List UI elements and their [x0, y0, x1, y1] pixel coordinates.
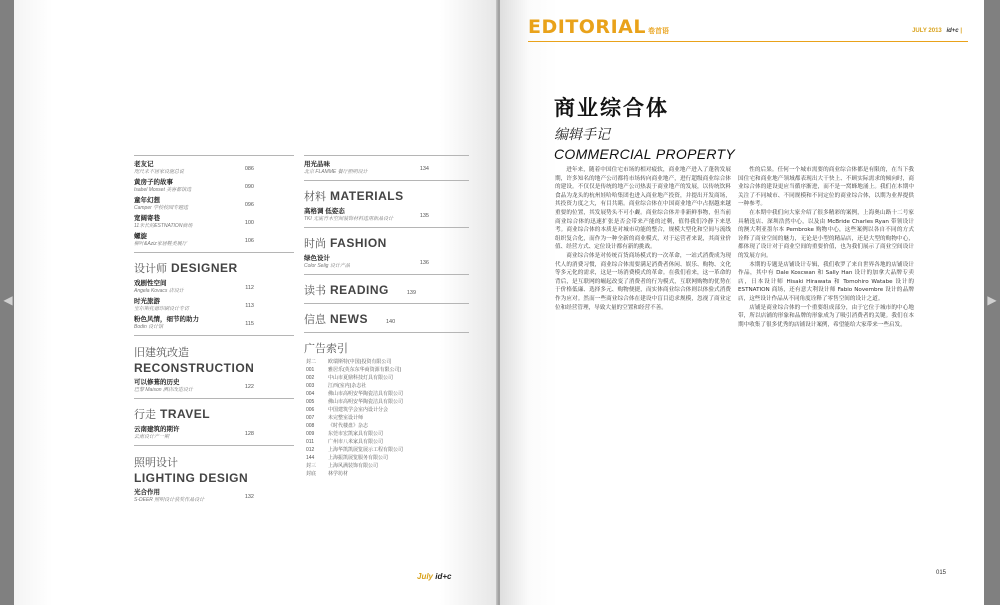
toc-entry[interactable] [134, 231, 294, 249]
ad-index-row [304, 390, 469, 398]
toc-entry[interactable] [304, 159, 469, 177]
article-paragraph: 在本期中我们向大家介绍了很多精彩的案例，上海奥山路十二号家具精选店、深圳浩然中心，以及由 McBride Charles Ryan 带领设计的澳大利亚墨尔本 Pembroke 购物中心，这些案例以各自不同的方式诠释了商业空间的魅力，无论是小型的精品店，还是大型的购物中心，都体现了设计对于商业空间的重要价值，也为我们展示了商业空间设计的发展方向。 [738, 209, 914, 259]
divider [134, 445, 294, 446]
reconstruction-entries [134, 377, 294, 395]
ad-advertiser-name: 佛山市高明安华陶瓷洁具有限公司 [328, 399, 404, 405]
entry-page-number: 113 [245, 303, 254, 309]
editorial-logo [528, 16, 669, 38]
divider [134, 252, 294, 253]
page-number: 140 [386, 319, 396, 325]
entry-subtitle: 柳叶&Aziz家居鞋类展厅 [134, 241, 187, 247]
section-cn-title: 读书 [304, 285, 326, 297]
ad-page-code: 封二 [306, 359, 317, 365]
article-column-1 [555, 166, 731, 312]
entry-subtitle: 北京 FLAMME 餐厅照明设计 [304, 169, 368, 175]
toc-column-1 [134, 152, 294, 505]
ad-page-code: 004 [306, 391, 315, 397]
entry-subtitle: 宝尔斯托德印刷设计专访 [134, 306, 190, 312]
ad-advertiser-name: 欧瑞斯特(中国)投资有限公司 [328, 359, 392, 365]
toc-top-entries [304, 159, 469, 177]
toc-column-2 [304, 152, 469, 478]
entry-subtitle: 11米长的ESTNATION商场 [134, 223, 193, 229]
article-paragraph: 性的后果。任何一个城市需要的商业综合体都是有限的，在当下我国住宅和商业地产领域都表现出大干快上、不顾实际需求的倾向时，商业综合体的建设更应当循序渐进，而不是一窝蜂地涌上。我们在本期中关注了不同城市、不同规模和不同定位的商业综合体，以期为业界提供一种参考。 [738, 167, 914, 208]
next-page-arrow-icon[interactable]: ▶ [987, 293, 997, 307]
entry-page-number: 136 [419, 260, 429, 266]
section-en-title: READING [330, 283, 389, 297]
entry-page-number: 100 [244, 220, 254, 226]
ad-page-code: 012 [306, 447, 315, 453]
lighting-entries [134, 487, 294, 505]
section-en-title: RECONSTRUCTION [134, 361, 255, 375]
entry-page-number: 135 [419, 213, 429, 219]
entry-title: 高格调 低姿态 [304, 208, 345, 215]
entry-subtitle: 云南设计产一期 [134, 434, 170, 440]
section-reconstruction [134, 339, 294, 377]
ad-index-row [304, 366, 469, 374]
article-title-en: COMMERCIAL PROPERTY [554, 146, 735, 162]
ad-advertiser-name: 中山市夏鼎科技灯具有限公司 [328, 375, 394, 381]
entry-subtitle: Bodin 设计馆 [134, 324, 164, 330]
materials-entries [304, 206, 469, 224]
entry-subtitle: Camper 学校校园专题选 [134, 205, 189, 211]
fashion-entries [304, 253, 469, 271]
editorial-logo-text: EDITORIAL [528, 16, 646, 38]
section-cn-title: 设计师 [134, 263, 167, 275]
section-travel [134, 402, 294, 424]
ad-advertiser-name: 广州市八米家具有限公司 [328, 439, 384, 445]
page-number: 139 [406, 290, 417, 296]
ad-page-code: 007 [306, 415, 315, 421]
section-en-title: NEWS [330, 312, 368, 326]
toc-entry[interactable] [134, 159, 294, 177]
toc-entry[interactable] [134, 296, 294, 314]
entry-title: 绿色设计 [304, 255, 330, 262]
entry-page-number: 096 [244, 202, 254, 208]
ad-index-row [304, 414, 469, 422]
entry-title: 宽阔寄巷 [134, 215, 160, 222]
entry-page-number: 086 [244, 166, 254, 172]
entry-title: 老友记 [134, 161, 154, 168]
page-number: 015 [935, 570, 946, 576]
divider [134, 335, 294, 336]
entry-subtitle: Angela Kovacs 店设计 [134, 288, 184, 294]
ad-index-row [304, 374, 469, 382]
section-en-title: TRAVEL [160, 407, 211, 421]
ad-advertiser-name: 上海风满装饰有限公司 [328, 463, 379, 469]
divider [304, 303, 469, 304]
article-paragraph: 店铺是商业综合体的一个重要组成部分，由于它位于城市的中心地带，所以店铺的形象和品牌的形象成为了吸引消费者的关键。我们在本期中收集了很多优秀的店铺设计案例，希望能给大家带来一些启发。 [738, 304, 914, 328]
entry-page-number: 128 [244, 431, 254, 437]
section-cn-title: 信息 [304, 314, 326, 326]
ad-advertiser-name: 林学坊材 [328, 471, 349, 477]
divider [304, 155, 469, 156]
issue-date: JULY 2013 [912, 28, 942, 34]
section-reading[interactable] [304, 278, 469, 300]
ad-index-list [304, 358, 469, 478]
ad-page-code: 008 [306, 423, 315, 429]
ad-index-row [304, 446, 469, 454]
article-paragraph: 商业综合体是对传统百货商场模式的一次革命，一站式消费成为现代人的消费习惯，商业综合体需要满足消费者休闲、娱乐、购物、文化等多元化的需求，这是一场消费模式的革命。在我们看来，这一革命的背后，是互联网的崛起改变了消费者的行为模式，互联网购物的优势在于价格低廉、选择多元、购物便捷，而实体商业综合体则以体验式消费作为应对。然而一些商业综合体在建设中盲目追求规模，忽视了商业定位和经营管理，导致大量的空置和经营不善。 [555, 252, 731, 311]
ad-index-title: 广告索引 [304, 343, 348, 355]
section-lighting [134, 449, 294, 487]
section-cn-title: 材料 [304, 191, 326, 203]
entry-title: 用光品味 [304, 161, 330, 168]
entry-page-number: 132 [244, 494, 254, 500]
toc-entry[interactable] [304, 253, 469, 271]
divider [304, 332, 469, 333]
entry-subtitle: Isabel Mosset 美容都馆选 [134, 187, 192, 193]
editorial-logo-cn: 卷首语 [647, 27, 669, 35]
entry-subtitle: S-DEER 照明设计获奖作品设计 [134, 497, 205, 503]
ad-index-row [304, 358, 469, 366]
toc-top-entries [134, 159, 294, 249]
entry-title: 童年幻想 [134, 197, 160, 204]
entry-title: 粉色风情，细节的助力 [134, 316, 199, 323]
toc-entry[interactable] [134, 487, 294, 505]
ad-index-row [304, 430, 469, 438]
toc-entry[interactable] [134, 278, 294, 296]
ad-advertiser-name: 未完整室设计师 [328, 415, 364, 421]
ad-page-code: 006 [306, 407, 315, 413]
article-paragraph: 进年来，随着中国住宅市场的相对疲软，商业地产进入了蓬勃发展期，许多知名的地产公司都将市场转向商业地产，进行超级商业综合体的建设。不仅仅是传统的地产公司热衷于商业地产的发展，以传统饮料食品为龙头的杭州娃哈哈集团也进入商业地产投资，并提出开发商场，其投资力度之大，有目共睹。商业综合体在中国商业地产中占据越来越重要的位置，其发展势头不可小觑。商业综合体并非新鲜事物，但当前商业综合体的迅速扩张是否会带来产能的过剩，值得我们冷静下来思考。商业综合体的本质是对城市功能的整合，规模大型化和空间与流线组织复合化，而作为一种全新的商业模式，对于运营者来说，其商业价值、经营方式、定位设计都有新的挑战。 [555, 167, 731, 251]
entry-page-number: 134 [419, 166, 429, 172]
article-subtitle-cn: 编辑手记 [554, 127, 610, 143]
issue-brand: id+c [946, 28, 959, 34]
section-designer [134, 256, 294, 278]
ad-advertiser-name: 雅居乐(英东东华商资源有限公司) [328, 367, 402, 373]
entry-title: 戏剧性空间 [134, 280, 167, 287]
ad-advertiser-name: 中国建筑学会室内设计分会 [328, 407, 389, 413]
ad-index-row [304, 398, 469, 406]
right-page-editorial [500, 0, 984, 605]
entry-title: 可以修葺的历史 [134, 379, 180, 386]
entry-title: 光合作用 [134, 489, 160, 496]
divider [304, 274, 469, 275]
folio-month: July [417, 572, 434, 581]
ad-advertiser-name: 《时代楼盘》杂志 [328, 423, 369, 429]
section-cn-title: 时尚 [304, 238, 326, 250]
ad-page-code: 封三 [306, 463, 317, 469]
section-ad-index [304, 336, 469, 358]
ad-index-row [304, 454, 469, 462]
entry-page-number: 112 [245, 285, 254, 291]
article-headline [554, 92, 735, 162]
ad-index-row [304, 470, 469, 478]
entry-subtitle: 巴黎 Maison 酒店改造设计 [134, 387, 193, 393]
entry-subtitle: TKI 无底竹木空间装饰材料选用新品设计 [304, 216, 394, 222]
ad-advertiser-name: 东莞市宏凯家具有限公司 [328, 431, 384, 437]
divider [134, 398, 294, 399]
header-rule [528, 41, 968, 42]
travel-entries [134, 424, 294, 442]
designer-entries [134, 278, 294, 332]
section-materials [304, 184, 469, 206]
entry-title: 黄房子的故事 [134, 179, 173, 186]
toc-entry[interactable] [134, 377, 294, 395]
entry-page-number: 090 [244, 184, 254, 190]
divider [304, 227, 469, 228]
issue-sep: | [960, 28, 962, 34]
section-cn-title: 旧建筑改造 [134, 347, 189, 359]
folio-brand: id+c [435, 572, 452, 581]
toc-entry[interactable] [134, 314, 294, 332]
ad-advertiser-name: 佛山市高明安华陶瓷洁具有限公司 [328, 391, 404, 397]
ad-index-row [304, 462, 469, 470]
toc-entry[interactable] [304, 206, 469, 224]
section-fashion [304, 231, 469, 253]
ad-index-row [304, 422, 469, 430]
ad-index-row [304, 406, 469, 414]
section-en-title: DESIGNER [171, 261, 238, 275]
previous-page-arrow-icon[interactable]: ◀ [3, 293, 13, 307]
section-en-title: MATERIALS [330, 189, 404, 203]
ad-page-code: 001 [306, 367, 315, 373]
ad-advertiser-name: 江西(室内)杂志社 [328, 383, 367, 389]
ad-page-code: 002 [306, 375, 315, 381]
toc-entry[interactable] [134, 213, 294, 231]
ad-index-row [304, 382, 469, 390]
section-cn-title: 照明设计 [134, 457, 178, 469]
entry-title: 云南建筑的期许 [134, 426, 180, 433]
issue-label [912, 28, 962, 34]
ad-page-code: 封底 [306, 471, 317, 477]
divider [134, 155, 294, 156]
article-title-cn: 商业综合体 [554, 95, 669, 120]
entry-title: 螺旋 [134, 233, 147, 240]
left-page-toc [14, 0, 498, 605]
ad-advertiser-name: 上海华凯凯展览展示工程有限公司 [328, 447, 404, 453]
ad-page-code: 144 [306, 455, 315, 461]
section-news[interactable] [304, 307, 469, 329]
ad-index-row [304, 438, 469, 446]
ad-page-code: 011 [306, 439, 314, 445]
section-en-title: LIGHTING DESIGN [134, 471, 249, 485]
section-en-title: FASHION [330, 236, 387, 250]
ad-page-code: 009 [306, 431, 315, 437]
section-cn-title: 行走 [134, 409, 156, 421]
article-paragraph: 本期的专题是店铺设计专辑，我们收罗了来自世界各地的店铺设计作品，其中有 Dale Koscwan 和 Sally Han 设计的加拿大品牌专卖店，日本设计师 Hisaki Hirawata 和 Tomohiro Watabe 设计的 ESTNATION 商场，还有意大利设计师 Fabio Novembre 设计的品牌店，这些设计作品从不同角度诠释了零售空间的设计之道。 [738, 261, 914, 302]
divider [304, 180, 469, 181]
entry-subtitle: 咫尺未不居家设施总说 [134, 169, 185, 175]
entry-title: 时光旅游 [134, 298, 160, 305]
entry-page-number: 122 [244, 384, 254, 390]
entry-page-number: 106 [244, 238, 254, 244]
left-folio [417, 572, 451, 581]
toc-entry[interactable] [134, 424, 294, 442]
ad-page-code: 003 [306, 383, 315, 389]
entry-page-number: 115 [245, 321, 254, 327]
toc-entry[interactable] [134, 195, 294, 213]
entry-subtitle: Color Selig 设计产品 [304, 263, 350, 269]
toc-entry[interactable] [134, 177, 294, 195]
ad-advertiser-name: 上海振凯展览服务有限公司 [328, 455, 389, 461]
ad-page-code: 005 [306, 399, 315, 405]
article-column-2 [738, 166, 914, 329]
